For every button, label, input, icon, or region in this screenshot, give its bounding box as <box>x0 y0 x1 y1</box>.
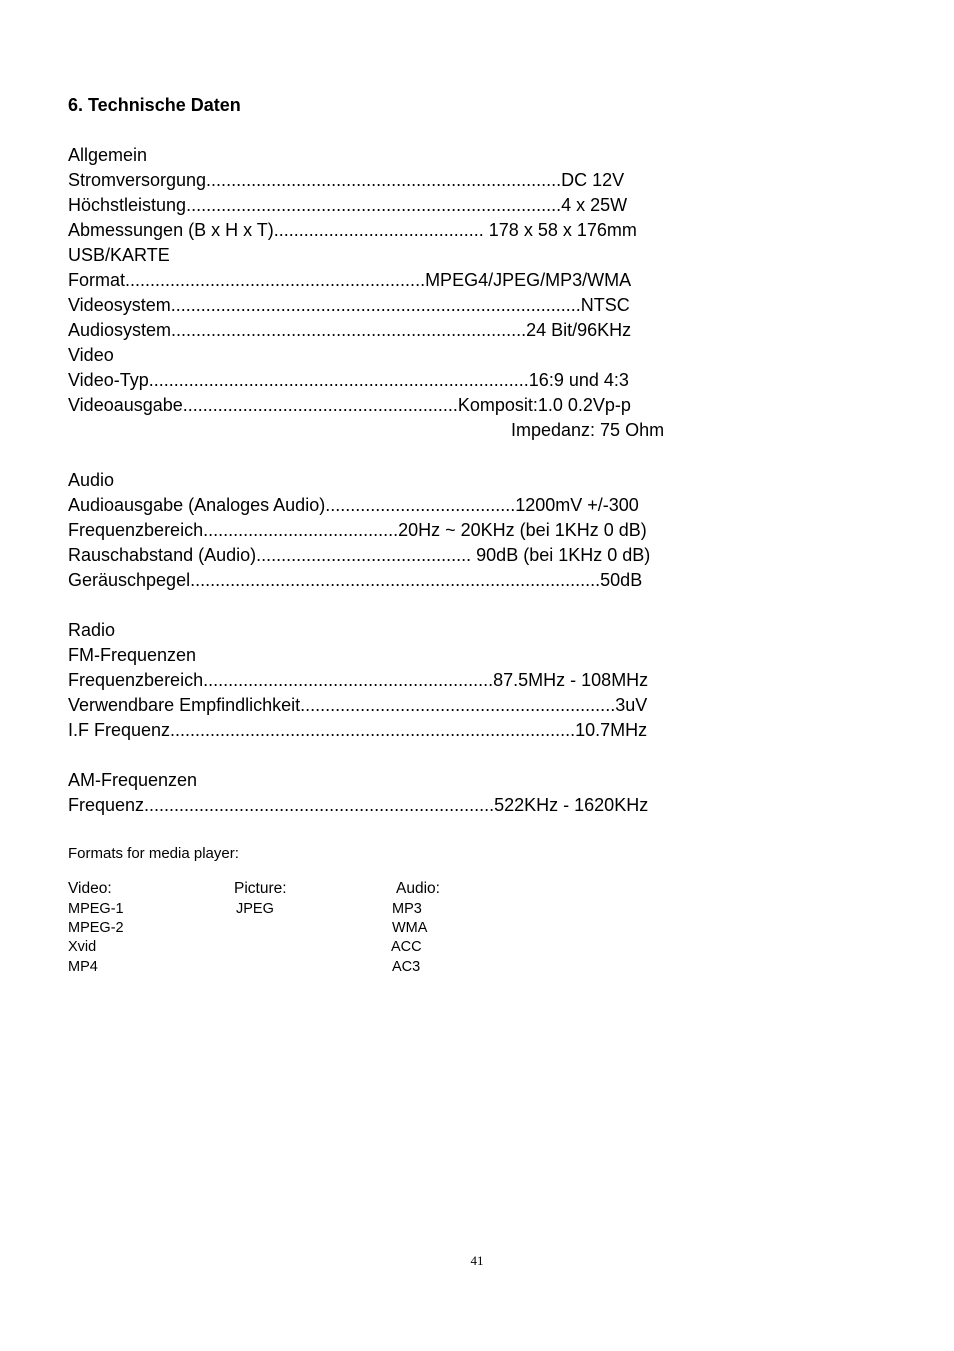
spec-row-empfindlichkeit: Verwendbare Empfindlichkeit...............................................................3uV <box>68 695 648 715</box>
formats-video-item: Xvid <box>68 939 97 955</box>
formats-audio-item: WMA <box>392 920 428 936</box>
formats-video-item: MPEG-1 <box>68 901 124 917</box>
spec-row-if-frequenz: I.F Frequenz.................................................................................10.7MHz <box>68 720 648 740</box>
spec-row-format: Format............................................................MPEG4/JPEG/MP3/WMA <box>68 270 632 290</box>
subgroup-label-am: AM-Frequenzen <box>68 770 198 790</box>
subgroup-label-fm: FM-Frequenzen <box>68 645 197 665</box>
spec-row-impedanz: Impedanz: 75 Ohm <box>511 420 665 440</box>
spec-row-audioausgabe: Audioausgabe (Analoges Audio)......................................1200mV +/-300 <box>68 495 639 515</box>
formats-video-item: MP4 <box>68 959 98 975</box>
formats-audio-header: Audio: <box>396 880 440 897</box>
spec-row-abmessungen: Abmessungen (B x H x T).......................................... 178 x 58 x 176mm <box>68 220 637 240</box>
group-label-allgemein: Allgemein <box>68 145 148 165</box>
group-label-audio: Audio <box>68 470 115 490</box>
spec-row-stromversorgung: Stromversorgung.......................................................................DC 12V <box>68 170 625 190</box>
group-label-usb: USB/KARTE <box>68 245 170 265</box>
spec-row-videoausgabe: Videoausgabe.......................................................Komposit:1.0 0.2Vp-p <box>68 395 631 415</box>
formats-video-header: Video: <box>68 880 112 897</box>
group-label-video: Video <box>68 345 114 365</box>
formats-audio-item: AC3 <box>392 959 421 975</box>
spec-row-fm-frequenzbereich: Frequenzbereich..........................................................87.5MHz - 108MHz <box>68 670 649 690</box>
formats-video-item: MPEG-2 <box>68 920 124 936</box>
page-number: 41 <box>470 1253 484 1268</box>
formats-title: Formats for media player: <box>68 845 239 862</box>
spec-row-frequenzbereich-audio: Frequenzbereich.......................................20Hz ~ 20KHz (bei 1KHz 0 dB) <box>68 520 647 540</box>
spec-row-hoechstleistung: Höchstleistung...........................................................................4 x 25W <box>68 195 628 215</box>
spec-row-am-frequenz: Frequenz......................................................................522KHz - 1620KHz <box>68 795 649 815</box>
spec-row-rauschabstand: Rauschabstand (Audio)........................................... 90dB (bei 1KHz 0 dB) <box>68 545 651 565</box>
spec-row-geraeuschpegel: Geräuschpegel..................................................................................50dB <box>68 570 643 590</box>
formats-audio-item: ACC <box>391 939 422 955</box>
spec-row-video-typ: Video-Typ............................................................................16:9 und 4:3 <box>68 370 629 390</box>
formats-audio-item: MP3 <box>392 901 422 917</box>
spec-row-audiosystem: Audiosystem.......................................................................24 Bit/96KHz <box>68 320 632 340</box>
spec-row-videosystem: Videosystem..................................................................................NTSC <box>68 295 630 315</box>
section-heading: 6. Technische Daten <box>68 95 241 115</box>
group-label-radio: Radio <box>68 620 116 640</box>
formats-picture-header: Picture: <box>234 880 287 897</box>
formats-picture-item: JPEG <box>236 901 274 917</box>
